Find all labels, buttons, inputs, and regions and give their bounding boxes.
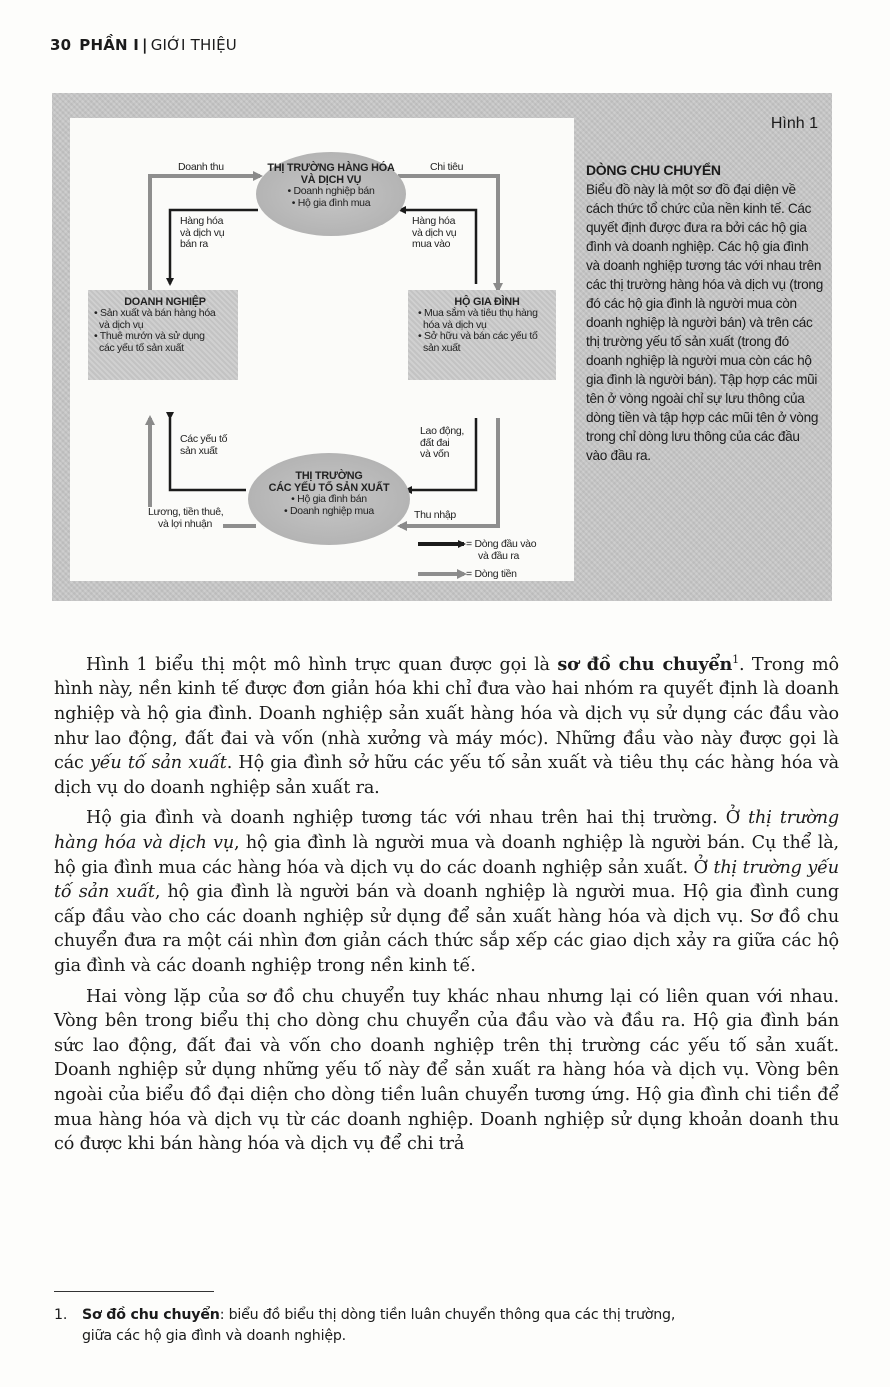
wages-label — [148, 507, 223, 530]
circular-flow-diagram — [70, 118, 574, 581]
goods-sold-label — [180, 216, 224, 251]
figure-1 — [52, 93, 832, 601]
factors-line: Các yếu tố — [180, 433, 228, 445]
revenue-label: Doanh thu — [178, 161, 224, 173]
households-text — [418, 296, 556, 354]
legend-flow-line: = Dòng đầu vào — [466, 538, 537, 550]
goods-market-title: THỊ TRƯỜNG HÀNG HÓA — [267, 162, 395, 174]
income-label: Thu nhập — [414, 509, 456, 521]
factor-market-item: • Hộ gia đình bán — [291, 493, 367, 505]
goods-sold-line: Hàng hóa — [180, 215, 224, 227]
text-run: Hộ gia đình và doanh nghiệp tương tác với nhau trên hai thị trường. Ở — [86, 808, 749, 829]
paragraph — [54, 648, 839, 800]
footnote-line — [54, 1305, 839, 1326]
firms-title: DOANH NGHIỆP — [124, 296, 206, 308]
factor-market-title-2: CÁC YẾU TỐ SẢN XUẤT — [268, 482, 390, 494]
term-circular-flow: sơ đồ chu chuyển — [557, 653, 733, 675]
goods-bought-line: Hàng hóa — [412, 215, 456, 227]
factor-market-title: THỊ TRƯỜNG — [295, 470, 363, 482]
legend-flow-line: và đầu ra — [478, 549, 520, 562]
legend-flow-label — [466, 539, 536, 562]
body-text — [54, 648, 839, 1163]
wages-line: Lương, tiền thuê, — [148, 506, 224, 518]
households-item: hóa và dịch vụ — [423, 318, 487, 331]
footnote-divider — [54, 1291, 214, 1292]
firms-text — [94, 296, 236, 354]
text-run: Hình 1 biểu thị một mô hình trực quan được gọi là — [86, 654, 558, 675]
term-goods-market: thị trường hàng hóa và dịch vụ — [54, 808, 839, 854]
header-separator: | — [142, 36, 148, 54]
goods-sold-line: bán ra — [180, 238, 208, 250]
term-factor-market: thị trường yếu tố sản xuất — [54, 857, 839, 903]
firms-item: • Sản xuất và bán hàng hóa — [94, 307, 216, 319]
factors-label — [180, 434, 227, 457]
text-run: , hộ gia đình là người mua và doanh nghiệp là người bán. Cụ thể là, hộ gia đình mua các hàng hóa và dịch vụ do các doanh nghiệp sản xuất. Ở — [54, 833, 839, 878]
footnote-number: 1. — [54, 1307, 68, 1323]
paragraph: Hai vòng lặp của sơ đồ chu chuyển tuy khác nhau nhưng lại có liên quan với nhau. Vòng bên trong biểu thị cho dòng chu chuyển của đầu vào và đầu ra. Hộ gia đình bán sức lao động, đất đai và vốn cho doanh nghiệp trên thị trường các yếu tố sản xuất. Doanh nghiệp sử dụng những yếu tố này để sản xuất ra hàng hóa và dịch vụ. Vòng bên ngoài của biểu đồ đại diện cho dòng tiền luân chuyển tương ứng. Hộ gia đình chi tiền để mua hàng hóa và dịch vụ từ các doanh nghiệp. Doanh nghiệp sử dụng khoản doanh thu có được khi bán hàng hóa và dịch vụ để chi trả — [54, 986, 839, 1155]
goods-bought-label — [412, 216, 456, 251]
legend-money-label: = Dòng tiền — [466, 568, 517, 580]
footnote — [54, 1305, 839, 1347]
goods-sold-line: và dịch vụ — [180, 226, 225, 239]
households-title: HỘ GIA ĐÌNH — [454, 296, 520, 308]
page-number: 30 — [50, 36, 72, 54]
text-run: . Trong mô hình này, nền kinh tế được đơn giản hóa khi chỉ đưa vào hai nhóm ra quyết định là doanh nghiệp và hộ gia đình. Doanh nghiệp sản xuất hàng hóa và dịch vụ sử dụng các đầu vào như lao động, đất đai và vốn (nhà xưởng và máy móc). Những đầu vào này được gọi là các — [54, 654, 839, 774]
figure-caption — [586, 161, 824, 465]
part-label: PHẦN I — [79, 36, 139, 54]
goods-market-title-2: VÀ DỊCH VỤ — [300, 174, 362, 186]
paragraph — [54, 806, 839, 978]
households-item: • Sở hữu và bán các yếu tố — [418, 330, 538, 342]
footnote-ref[interactable]: 1 — [732, 653, 739, 666]
factor-market-text — [248, 470, 410, 517]
firms-item: • Thuê mướn và sử dụng — [94, 330, 205, 342]
caption-text: Biểu đồ này là một sơ đồ đại diện về cách thức tổ chức của nền kinh tế. Các quyết định được đưa ra bởi các hộ gia đình và doanh nghiệp. Các hộ gia đình và doanh nghiệp tương tác với nhau trên các thị trường hàng hóa và dịch vụ (trong đó các hộ gia đình là người mua còn doanh nghiệp là người bán) và trên các thị trường yếu tố sản xuất (trong đó doanh nghiệp là người mua còn các hộ gia đình là người bán). Tập hợp các mũi tên ở vòng ngoài chỉ sự lưu thông của dòng tiền và tập hợp các mũi tên ở vòng trong chỉ dòng lưu thông của các đầu vào đầu ra. — [586, 182, 823, 463]
spending-label: Chi tiêu — [430, 161, 464, 173]
term-factors: yếu tố sản xuất — [89, 753, 227, 774]
labor-label — [420, 426, 464, 461]
goods-bought-line: mua vào — [412, 238, 451, 250]
footnote-line: giữa các hộ gia đình và doanh nghiệp. — [82, 1328, 346, 1344]
text-run: , hộ gia đình là người bán và doanh nghiệp là người mua. Hộ gia đình cung cấp đầu vào cho các doanh nghiệp sử dụng để sản xuất hàng hóa và dịch vụ. Sơ đồ chu chuyển đưa ra một cái nhìn đơn giản cách thức sắp xếp các giao dịch xảy ra giữa các hộ gia đình và các doanh nghiệp trong nền kinh tế. — [54, 882, 840, 976]
factors-line: sản xuất — [180, 444, 218, 457]
labor-line: Lao động, — [420, 425, 465, 437]
firms-item: và dịch vụ — [99, 318, 144, 331]
labor-line: và vốn — [420, 448, 450, 460]
wages-line: và lợi nhuận — [158, 517, 213, 530]
footnote-term: Sơ đồ chu chuyển — [82, 1307, 220, 1323]
labor-line: đất đai — [420, 436, 450, 449]
goods-market-item: • Doanh nghiệp bán — [287, 185, 375, 197]
caption-title: DÒNG CHU CHUYỂN — [586, 162, 721, 178]
goods-market-text — [256, 162, 406, 209]
factor-market-item: • Doanh nghiệp mua — [284, 504, 374, 517]
running-header — [50, 36, 237, 54]
households-item: • Mua sắm và tiêu thụ hàng — [418, 307, 538, 319]
figure-label: Hình 1 — [770, 115, 818, 132]
chapter-label: GIỚI THIỆU — [150, 36, 237, 54]
footnote-text: : biểu đồ biểu thị dòng tiền luân chuyển thông qua các thị trường, — [219, 1307, 676, 1323]
goods-market-item: • Hộ gia đình mua — [291, 196, 371, 209]
text-run: . Hộ gia đình sở hữu các yếu tố sản xuất và tiêu thụ các hàng hóa và dịch vụ do doanh nghiệp sản xuất ra. — [54, 753, 839, 798]
goods-bought-line: và dịch vụ — [412, 226, 457, 239]
firms-item: các yếu tố sản xuất — [99, 341, 184, 354]
households-item: sản xuất — [423, 341, 461, 354]
